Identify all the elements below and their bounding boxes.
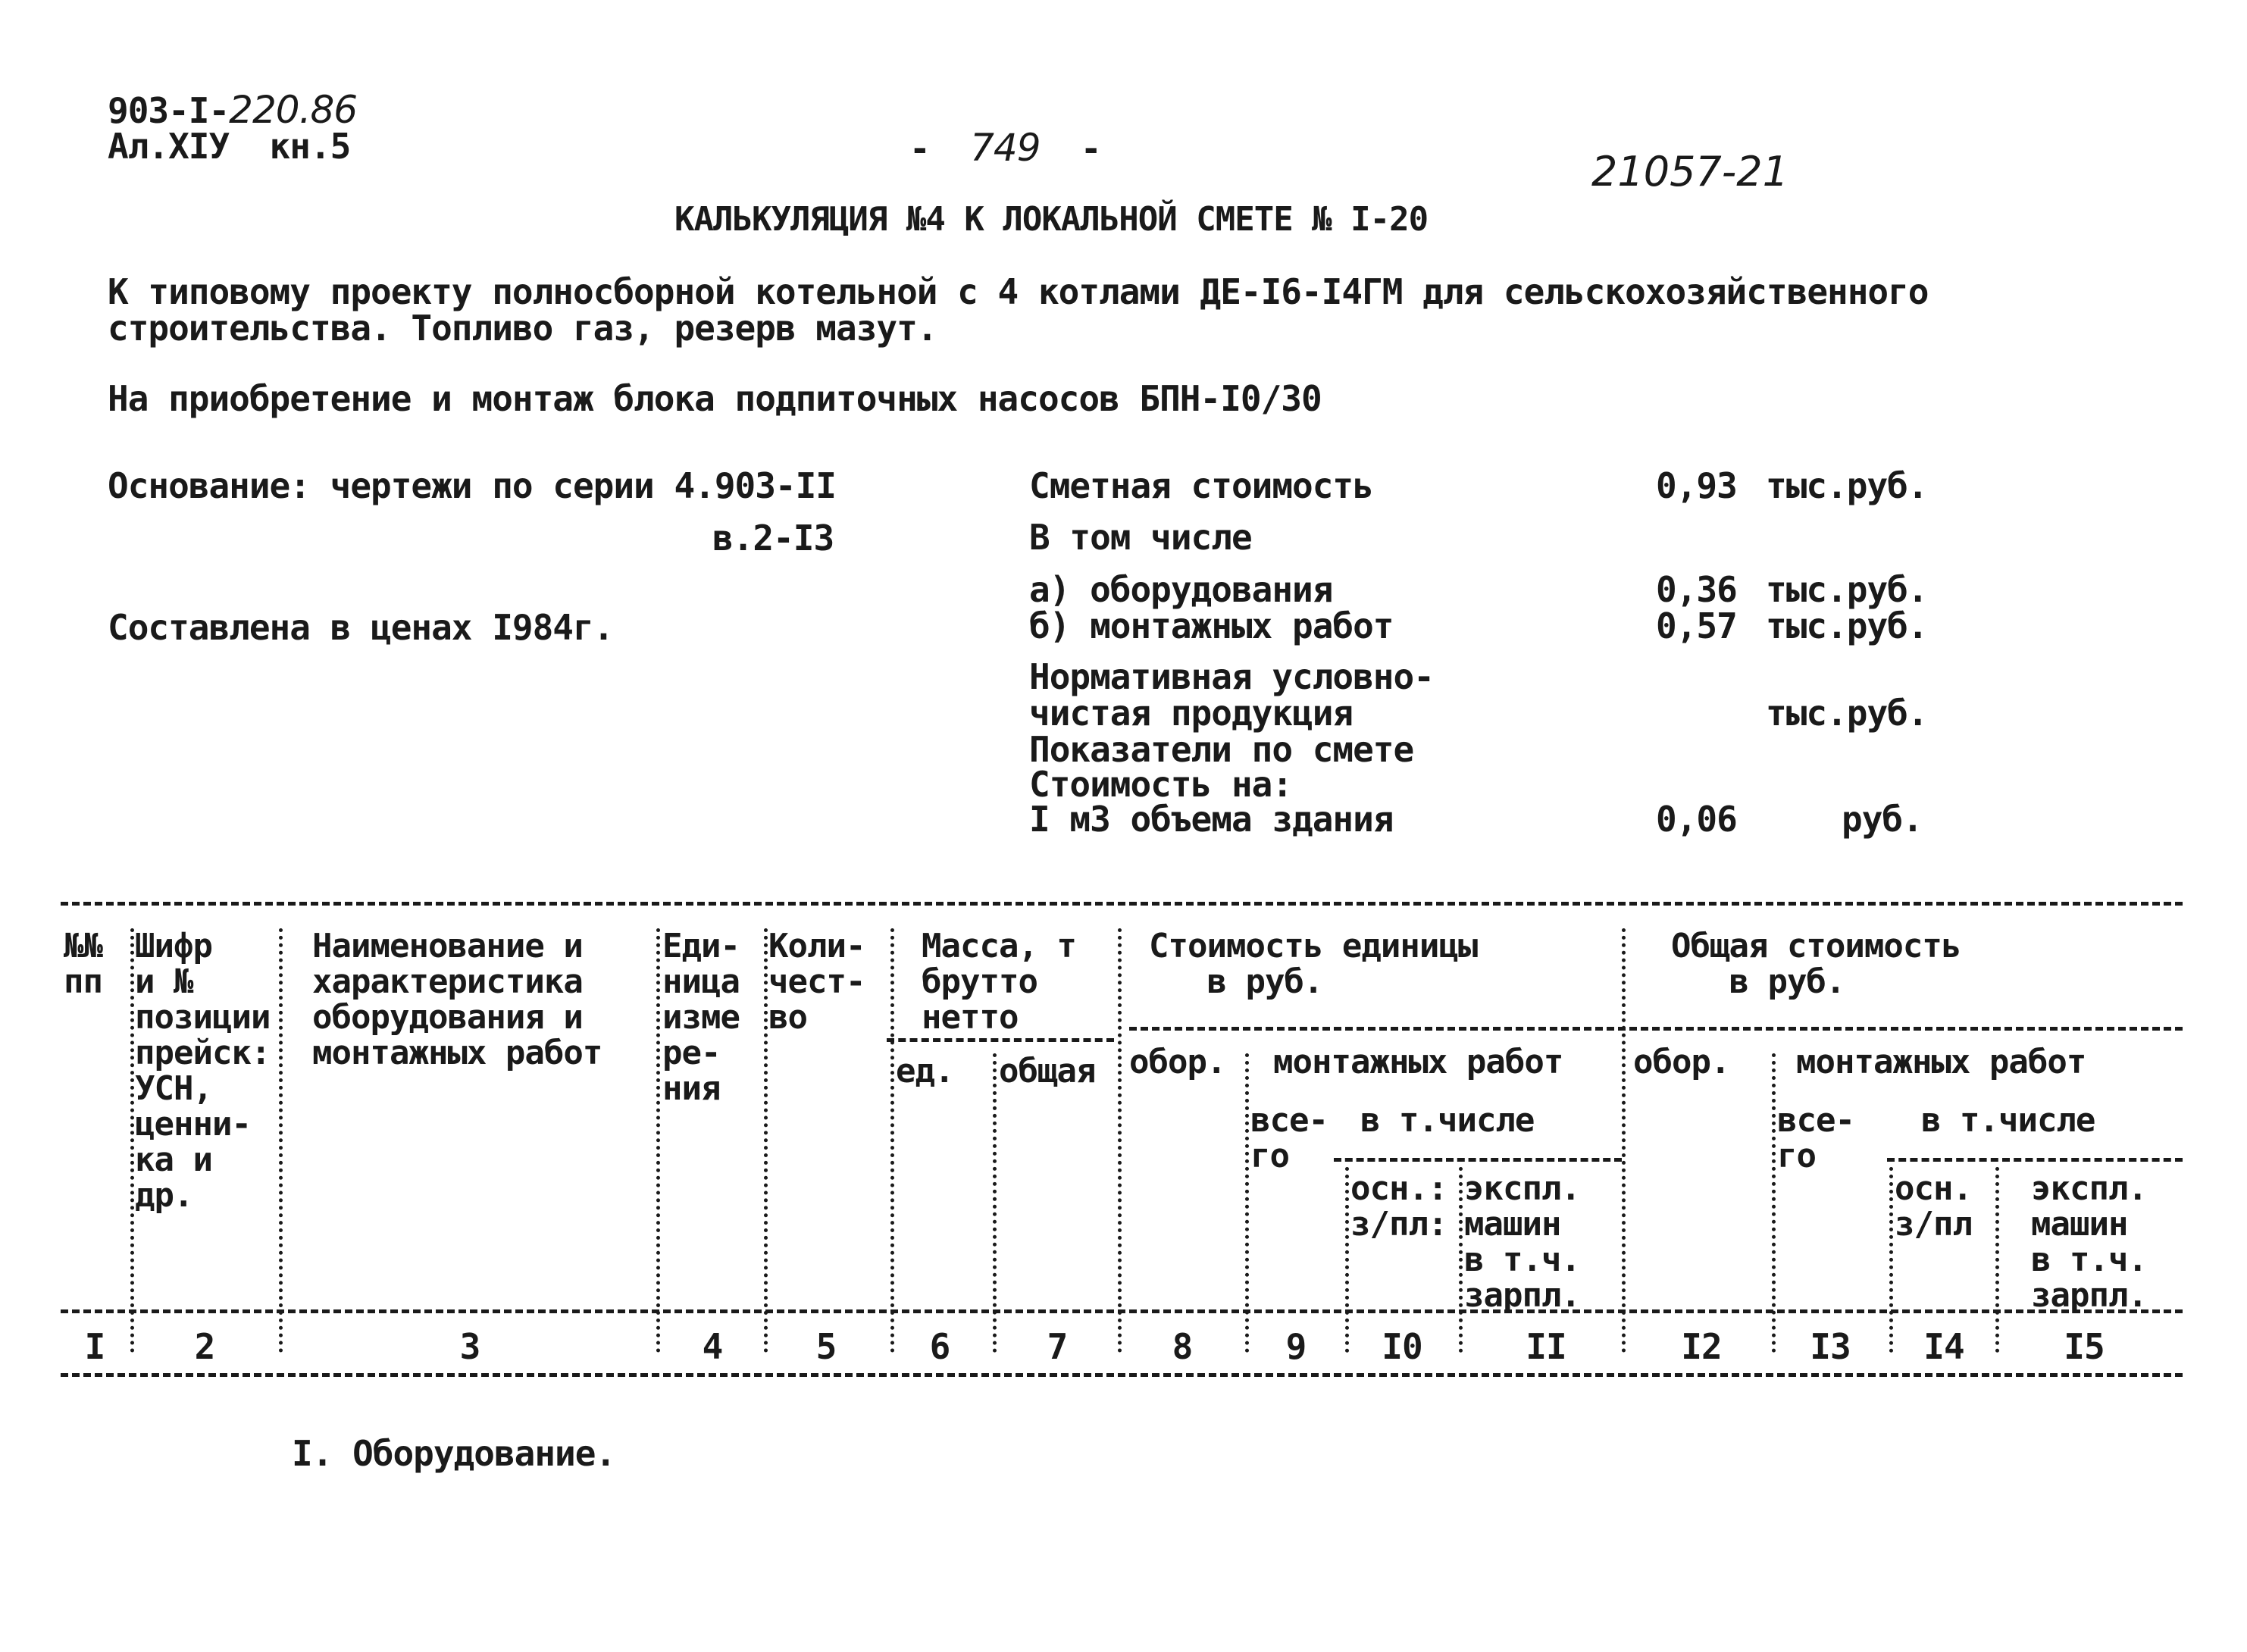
equipment-label: а) оборудования bbox=[1029, 569, 1333, 610]
column-number: 6 bbox=[929, 1326, 950, 1367]
col-sep bbox=[1889, 1167, 1893, 1353]
column-number: I4 bbox=[1923, 1326, 1964, 1367]
basis-line1: Основание: чертежи по серии 4.903-II bbox=[108, 465, 836, 506]
installation-value: 0,57 bbox=[1656, 605, 1737, 646]
album-label: Ал.XIУ кн.5 bbox=[108, 126, 351, 167]
col-sep bbox=[1118, 928, 1122, 1353]
col-sep bbox=[1459, 1167, 1463, 1353]
column-number: 8 bbox=[1172, 1326, 1193, 1367]
header-unit-cost: Стоимость единицы в руб. bbox=[1149, 927, 1478, 1001]
col-sep bbox=[1245, 1053, 1249, 1353]
header-name: Наименование и характеристика оборудования и монтажных работ bbox=[312, 927, 602, 1072]
header-installation-total: монтажных работ bbox=[1796, 1043, 2086, 1081]
column-number: 3 bbox=[459, 1326, 480, 1367]
column-number: I bbox=[84, 1326, 105, 1367]
column-number: I5 bbox=[2064, 1326, 2105, 1367]
equipment-value: 0,36 bbox=[1656, 569, 1737, 610]
column-number: 9 bbox=[1285, 1326, 1307, 1367]
col-sep bbox=[1345, 1167, 1349, 1353]
estimated-cost-value: 0,93 bbox=[1656, 465, 1737, 506]
col-sep bbox=[764, 928, 768, 1353]
estimated-cost-label: Сметная стоимость bbox=[1029, 465, 1373, 506]
volume-label: I м3 объема здания bbox=[1029, 799, 1394, 840]
col-sep bbox=[1995, 1167, 1999, 1353]
project-description-line2: строительства. Топливо газ, резерв мазут. bbox=[108, 308, 937, 349]
page-number: - 749 - bbox=[909, 126, 1101, 170]
column-number: 2 bbox=[194, 1326, 215, 1367]
col-sep bbox=[279, 928, 283, 1353]
header-including-2: в т.числе bbox=[1921, 1101, 2095, 1140]
installation-label: б) монтажных работ bbox=[1029, 605, 1394, 646]
col-sep bbox=[656, 928, 660, 1353]
series-handwritten: 220.86 bbox=[229, 88, 358, 132]
col-sep bbox=[130, 928, 134, 1353]
header-quantity: Коли- чест- во bbox=[768, 927, 865, 1037]
incl-border-1 bbox=[1334, 1158, 1622, 1162]
cost-per-label: Стоимость на: bbox=[1029, 764, 1293, 805]
header-machines-2: экспл. машин в т.ч. зарпл. bbox=[2031, 1169, 2147, 1315]
volume-unit: руб. bbox=[1842, 799, 1923, 840]
header-equipment: обор. bbox=[1129, 1043, 1226, 1081]
col-sep bbox=[1772, 1053, 1776, 1353]
basis-line2: в.2-I3 bbox=[712, 518, 834, 558]
col-sep bbox=[993, 1053, 997, 1353]
table-bottom-border bbox=[61, 1373, 2183, 1377]
header-code: Шифр и № позиции прейск: УСН, ценни- ка и др. bbox=[135, 927, 271, 1215]
normative-label-2: чистая продукция bbox=[1029, 693, 1354, 734]
column-number: 7 bbox=[1047, 1326, 1068, 1367]
header-total: все- го bbox=[1250, 1101, 1328, 1175]
col-sep bbox=[1622, 928, 1626, 1353]
project-description-line1: К типовому проекту полносборной котельной с 4 котлами ДЕ-I6-I4ГМ для сельскохозяйственного bbox=[108, 271, 1929, 312]
column-number: 5 bbox=[815, 1326, 837, 1367]
header-base-wage-2: осн. з/пл bbox=[1895, 1169, 1972, 1244]
header-base-wage: осн.: з/пл: bbox=[1350, 1169, 1447, 1244]
document-title: КАЛЬКУЛЯЦИЯ №4 К ЛОКАЛЬНОЙ СМЕТЕ № I-20 bbox=[674, 200, 1429, 239]
incl-border-2 bbox=[1887, 1158, 2183, 1162]
table-top-border bbox=[61, 902, 2183, 906]
estimated-cost-unit: тыс.руб. bbox=[1766, 465, 1928, 506]
column-number: 4 bbox=[702, 1326, 723, 1367]
header-unit: Еди- ница изме ре- ния bbox=[662, 927, 740, 1108]
column-number: II bbox=[1526, 1326, 1566, 1367]
column-number: I3 bbox=[1810, 1326, 1851, 1367]
volume-value: 0,06 bbox=[1656, 799, 1737, 840]
mass-subheader-border bbox=[887, 1038, 1114, 1042]
purpose: На приобретение и монтаж блока подпиточных насосов БПН-I0/30 bbox=[108, 378, 1322, 419]
header-mass-unit: ед. bbox=[896, 1052, 954, 1090]
series-code: 903-I-220.86 bbox=[108, 88, 358, 132]
normative-unit: тыс.руб. bbox=[1766, 693, 1928, 734]
header-equipment-total: обор. bbox=[1633, 1043, 1730, 1081]
header-installation: монтажных работ bbox=[1273, 1043, 1563, 1081]
header-row-number: №№ пп bbox=[64, 927, 102, 1001]
equipment-unit: тыс.руб. bbox=[1766, 569, 1928, 610]
including-label: В том числе bbox=[1029, 517, 1252, 558]
section-heading: I. Оборудование. bbox=[292, 1433, 616, 1474]
indicators-label: Показатели по смете bbox=[1029, 729, 1414, 770]
header-total-cost: Общая стоимость в руб. bbox=[1671, 927, 1961, 1001]
header-mass-total: общая bbox=[999, 1052, 1096, 1090]
installation-unit: тыс.руб. bbox=[1766, 605, 1928, 646]
col-sep bbox=[890, 928, 894, 1353]
prices-year: Составлена в ценах I984г. bbox=[108, 607, 614, 648]
header-machines: экспл. машин в т.ч. зарпл. bbox=[1464, 1169, 1580, 1315]
header-total-2: все- го bbox=[1777, 1101, 1854, 1175]
header-including: в т.числе bbox=[1360, 1101, 1535, 1140]
header-mass: Масса, т брутто нетто bbox=[922, 927, 1076, 1037]
document-number: 21057-21 bbox=[1591, 148, 1789, 196]
header-bottom-border bbox=[61, 1309, 2183, 1313]
table-subheader-border bbox=[1129, 1027, 2183, 1031]
column-number: I2 bbox=[1681, 1326, 1722, 1367]
column-number: I0 bbox=[1382, 1326, 1422, 1367]
normative-label-1: Нормативная условно- bbox=[1029, 656, 1434, 697]
